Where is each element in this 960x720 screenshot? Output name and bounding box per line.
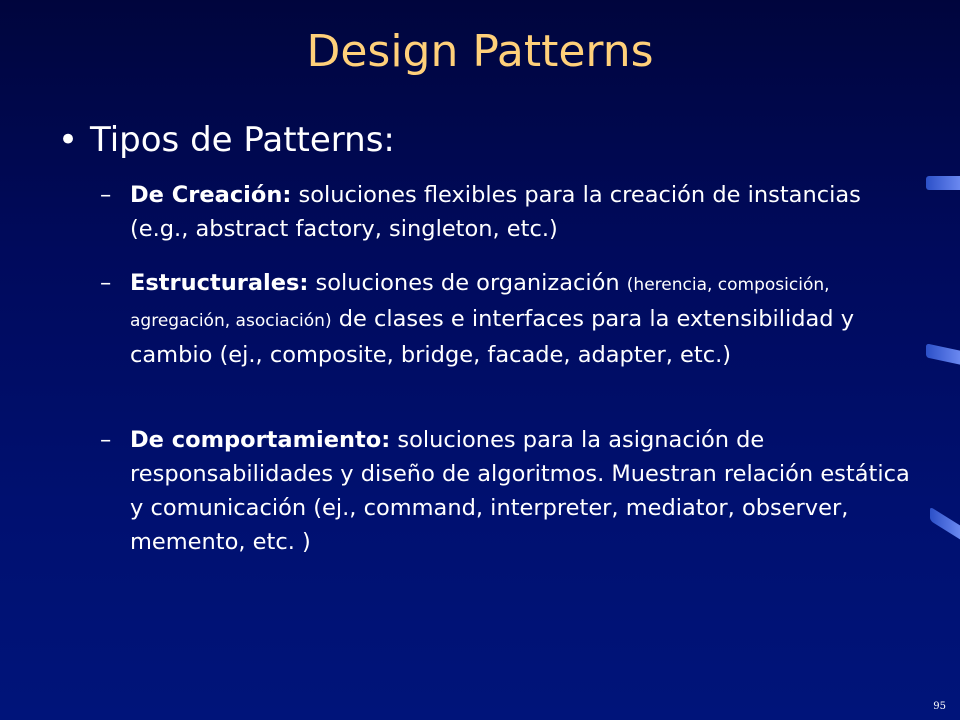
bullet-marker: •	[58, 120, 79, 160]
sub-item-dash: –	[100, 270, 112, 296]
sub-item-text	[130, 266, 920, 372]
sub-item-body: soluciones flexibles para la creación de instancias (e.g., abstract factory, singleton, etc.)	[130, 182, 861, 242]
sub-item-body-continued: de clases e interfaces para la extensibilidad y cambio (ej., composite, bridge, facade, adapter, etc.)	[130, 306, 855, 368]
slide-title: Design Patterns	[306, 26, 654, 77]
sub-item-body: soluciones para la asignación de responsabilidades y diseño de algoritmos. Muestran relación estática y comunicación (ej., command, interpreter, mediator, observer, memento, etc. )	[130, 427, 910, 555]
sub-item-text	[130, 423, 920, 559]
main-bullet	[58, 117, 395, 163]
sub-item-label: Estructurales:	[130, 270, 309, 296]
sub-item-text	[130, 178, 920, 246]
sub-item-body: soluciones de organización	[308, 270, 627, 296]
sub-item-note: (herencia, composición, agregación, asociación)	[130, 275, 830, 331]
page-number: 95	[933, 701, 946, 712]
decorative-bar	[930, 507, 960, 540]
decorative-bar	[926, 343, 960, 364]
decorative-bar	[926, 176, 960, 190]
bullet-text: Tipos de Patterns:	[90, 120, 395, 160]
sub-item-dash: –	[100, 182, 112, 208]
sub-item-label: De comportamiento:	[130, 427, 391, 453]
sub-item-label: De Creación:	[130, 182, 292, 208]
sub-item-dash: –	[100, 427, 112, 453]
